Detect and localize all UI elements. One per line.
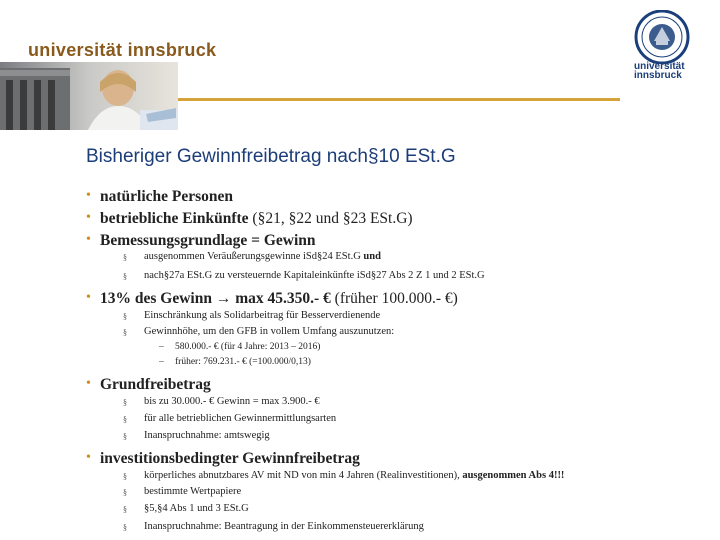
bullet-marker: •	[86, 188, 91, 203]
bullet-marker: §	[123, 272, 127, 281]
bullet-level-2-item	[123, 486, 242, 497]
bullet-detail: (früher 100.000.- €)	[330, 290, 458, 307]
bullet-level-2-item	[123, 521, 424, 532]
bullet-level-1-item	[86, 290, 458, 308]
bullet-level-2-item	[123, 310, 381, 321]
bullet-emphasis: ausgenommen Abs 4!!!	[462, 470, 565, 481]
bullet-marker: §	[123, 312, 127, 321]
bullet-level-1-item	[86, 232, 316, 250]
bullet-emphasis: und	[363, 251, 381, 262]
bullet-marker: •	[86, 450, 91, 465]
bullet-marker: §	[123, 505, 127, 514]
bullet-heading: Bemessungsgrundlage = Gewinn	[100, 232, 316, 249]
bullet-level-3-item	[159, 342, 321, 352]
bullet-text: für alle betrieblichen Gewinnermittlungsarten	[144, 413, 337, 424]
bullet-text: früher: 769.231.- € (=100.000/0,13)	[175, 357, 311, 367]
bullet-level-2-item	[123, 430, 270, 441]
brand-wordmark: universität innsbruck	[28, 40, 217, 60]
bullet-marker: •	[86, 210, 91, 225]
bullet-marker: §	[123, 432, 127, 441]
bullet-text: §5,§4 Abs 1 und 3 ESt.G	[144, 503, 249, 514]
bullet-text: bestimmte Wertpapiere	[144, 486, 242, 497]
bullet-level-2-item	[123, 396, 320, 407]
bullet-heading: betriebliche Einkünfte	[100, 210, 249, 227]
bullet-text: Gewinnhöhe, um den GFB in vollem Umfang auszunutzen:	[144, 326, 395, 337]
bullet-heading: 13% des Gewinn → max 45.350.- €	[100, 290, 331, 307]
bullet-text: 580.000.- € (für 4 Jahre: 2013 – 2016)	[175, 342, 321, 352]
bullet-marker: §	[123, 253, 127, 262]
bullet-text: körperliches abnutzbares AV mit ND von min 4 Jahren (Realinvestitionen),	[144, 470, 463, 481]
bullet-level-2-item	[123, 470, 565, 481]
bullet-text: Inanspruchnahme: amtswegig	[144, 430, 270, 441]
bullet-text: nach§27a ESt.G zu versteuernde Kapitaleinkünfte iSd§27 Abs 2 Z 1 und 2 ESt.G	[144, 270, 485, 281]
bullet-text: ausgenommen Veräußerungsgewinne iSd§24 ESt.G	[144, 251, 364, 262]
bullet-marker: §	[123, 523, 127, 532]
bullet-marker: –	[159, 357, 164, 367]
bullet-level-2-item	[123, 413, 337, 424]
bullet-marker: §	[123, 415, 127, 424]
bullet-text: bis zu 30.000.- € Gewinn = max 3.900.- €	[144, 396, 320, 407]
logo-text-line-1: universität	[634, 61, 685, 72]
bullet-marker: §	[123, 488, 127, 497]
bullet-marker: §	[123, 398, 127, 407]
bullet-level-2-item	[123, 326, 395, 337]
bullet-detail: (§21, §22 und §23 ESt.G)	[248, 210, 413, 227]
bullet-heading: natürliche Personen	[100, 188, 234, 205]
slide-title: Bisheriger Gewinnfreibetrag nach§10 ESt.G	[86, 146, 456, 167]
bullet-level-2-item	[123, 503, 249, 514]
bullet-level-2-item	[123, 270, 485, 281]
bullet-level-1-item	[86, 188, 234, 206]
bullet-level-2-item	[123, 251, 381, 262]
bullet-level-1-item	[86, 210, 413, 228]
bullet-level-3-item	[159, 357, 311, 367]
bullet-marker: §	[123, 472, 127, 481]
bullet-level-1-item	[86, 376, 211, 394]
bullet-heading: investitionsbedingter Gewinnfreibetrag	[100, 450, 360, 467]
bullet-marker: •	[86, 376, 91, 391]
bullet-marker: •	[86, 232, 91, 247]
bullet-level-1-item	[86, 450, 360, 468]
bullet-heading: Grundfreibetrag	[100, 376, 211, 393]
bullet-marker: –	[159, 342, 164, 352]
bullet-text: Einschränkung als Solidarbeitrag für Besserverdienende	[144, 310, 381, 321]
bullet-marker: •	[86, 290, 91, 305]
logo-text-line-2: innsbruck	[634, 70, 682, 81]
bullet-marker: §	[123, 328, 127, 337]
bullet-text: Inanspruchnahme: Beantragung in der Einkommensteuererklärung	[144, 521, 424, 532]
